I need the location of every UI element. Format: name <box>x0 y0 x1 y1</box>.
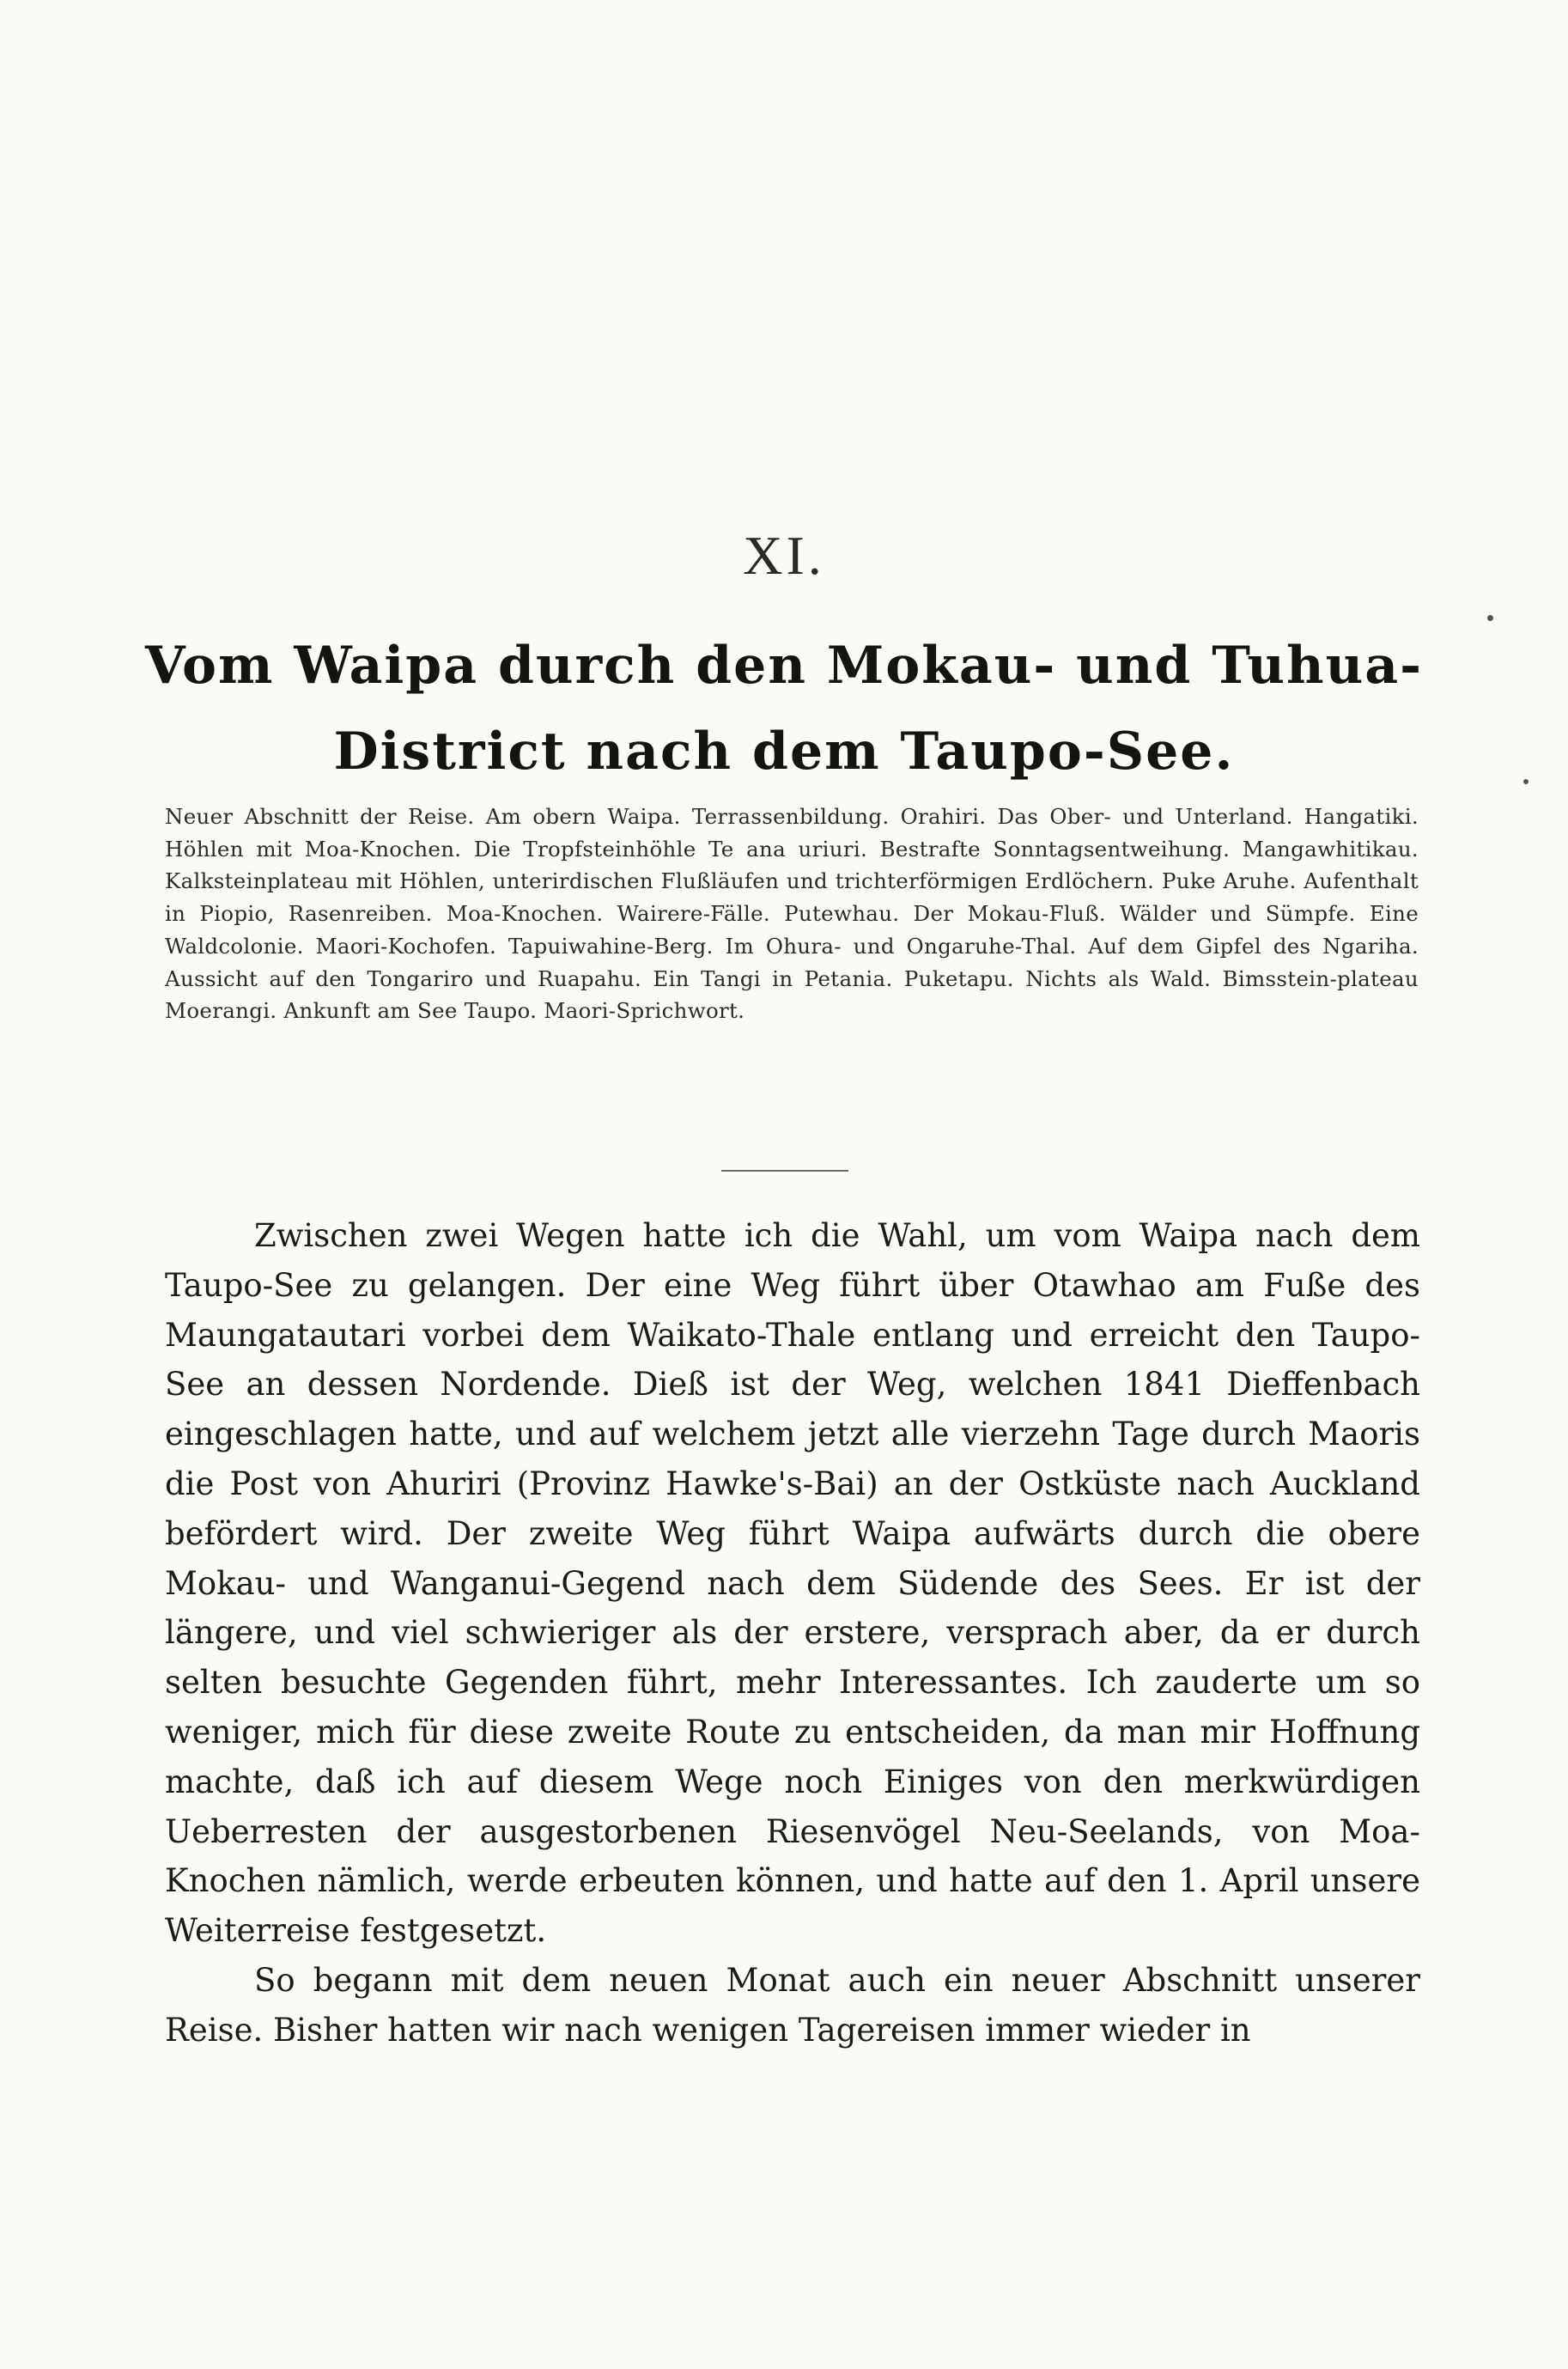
chapter-summary-text: Neuer Abschnitt der Reise. Am obern Waipa. Terrassenbildung. Orahiri. Das Ober- und Unterland. Hangatiki. Höhlen mit Moa-Knochen. Die Tropfsteinhöhle Te ana uriuri. Bestrafte Sonntagsentweihung. Mangawhitikau. Kalksteinplateau mit Höhlen, unterirdischen Flußläufen und trichterförmigen Erdlöchern. Puke Aruhe. Aufenthalt in Piopio, Rasenreiben. Moa-Knochen. Wairere-Fälle. Putewhau. Der Mokau-Fluß. Wälder und Sümpfe. Eine Waldcolonie. Maori-Kochofen. Tapuiwahine-Berg. Im Ohura- und Ongaruhe-Thal. Auf dem Gipfel des Ngariha. Aussicht auf den Tongariro und Ruapahu. Ein Tangi in Petania. Puketapu. Nichts als Wald. Bimsstein-plateau Moerangi. Ankunft am See Taupo. Maori-Sprichwort. <box>165 804 1419 1024</box>
chapter-number: XI. <box>743 525 825 586</box>
paragraph: Zwischen zwei Wegen hatte ich die Wahl, um vom Waipa nach dem Taupo-See zu gelangen. Der eine Weg führt über Otawhao am Fuße des Maungatautari vorbei dem Waikato-Thale entlang und erreicht den Taupo-See an dessen Nordende. Dieß ist der Weg, welchen 1841 Dieffenbach eingeschlagen hatte, und auf welchem jetzt alle vierzehn Tage durch Maoris die Post von Ahuriri (Provinz Hawke's-Bai) an der Ostküste nach Auckland befördert wird. Der zweite Weg führt Waipa aufwärts durch die obere Mokau- und Wanganui-Gegend nach dem Südende des Sees. Er ist der längere, und viel schwieriger als der erstere, versprach aber, da er durch selten besuchte Gegenden führt, mehr Interessantes. Ich zauderte um so weniger, mich für diese zweite Route zu entscheiden, da man mir Hoffnung machte, daß ich auf diesem Wege noch Einiges von den merkwürdigen Ueberresten der ausgestorbenen Riesenvögel Neu-Seelands, von Moa-Knochen nämlich, werde erbeuten können, und hatte auf den 1. April unsere Weiterreise festgesetzt. <box>165 1217 1420 1950</box>
body-text <box>165 1211 1420 2055</box>
ink-speck <box>1523 779 1528 784</box>
paragraph: So begann mit dem neuen Monat auch ein neuer Abschnitt unserer Reise. Bisher hatten wir nach wenigen Tagereisen immer wieder in <box>165 1961 1420 2049</box>
ink-speck <box>1487 615 1493 621</box>
chapter-title: Vom Waipa durch den Mokau- und Tuhua-District nach dem Taupo-See. <box>144 636 1424 782</box>
section-separator <box>721 1170 848 1172</box>
chapter-summary <box>165 801 1419 1027</box>
